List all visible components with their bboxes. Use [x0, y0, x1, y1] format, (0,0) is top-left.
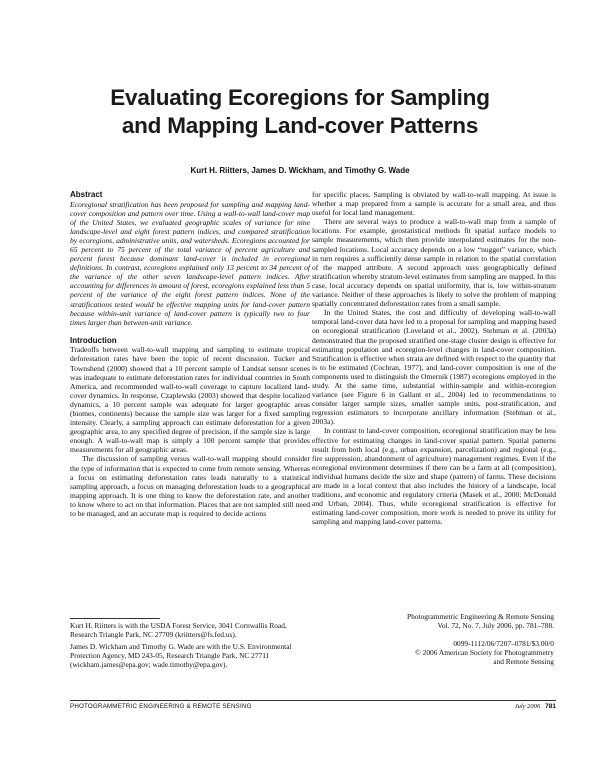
author-footnotes	[70, 621, 310, 672]
copyright-line-2: and Remote Sensing	[493, 657, 554, 667]
footer-journal: PHOTOGRAMMETRIC ENGINEERING & REMOTE SENSING	[70, 703, 252, 710]
volume-info: Vol. 72, No. 7, July 2006, pp. 781–788.	[437, 621, 554, 631]
right-paragraph-3: In the United States, the cost and difficulty of developing wall-to-wall temporal land-cover data have led to a proposal for sampling and mapping based on ecoregional stratification (Loveland et al., 2002). Stehman et al. (2003a) demonstrated that the proposed stratified one-stage cluster design is effective for estimating population and ecoregion-level changes in land-cover composition. Stratification is effective when strata are defined with respect to the quantity that is to be estimated (Cochran, 1977), and land-cover composition is one of the components used to distinguish the Omernik (1987) ecoregions employed in the study. At the same time, substantial within-sample and within-ecoregion variance (see Figure 6 in Gallant et al., 2004) led to recommendations to consider larger sample sizes, smaller sample units, post-stratification, and regression estimators to incorporate ancillary information (Stehman et al., 2003a).	[312, 308, 556, 427]
copyright-line-1: © 2006 American Society for Photogrammetry	[415, 648, 554, 658]
author-list: Kurt H. Riitters, James D. Wickham, and Timothy G. Wade	[190, 166, 410, 175]
footer-date: July 2006	[514, 703, 541, 710]
introduction-heading: Introduction	[70, 335, 117, 345]
intro-paragraph-1: Tradeoffs between wall-to-wall mapping and sampling to estimate tropical deforestation rates have been the topic of recent discussion. Tucker and Townshend (2000) showed that a 10 percent sample of Landsat sensor scenes was inadequate to estimate deforestation rates for individual countries in South America, and recommended wall-to-wall coverage to capture localized land-cover dynamics. In response, Czaplewski (2003) showed that despite localized dynamics, a 10 percent sample was adequate for larger geographic areas (biomes, continents) because the sample size was larger for a fixed sampling intensity. Clearly, a sampling approach can estimate deforestation for a given geographic area, to any specified degree of precision, if the sample size is large enough. A wall-to-wall map is simply a 100 percent sample that provides measurements for all geographic areas.	[70, 345, 310, 455]
right-paragraph-4: In contrast to land-cover composition, ecoregional stratification may be less effective for estimating changes in land-cover spatial pattern. Spatial patterns result from both local (e.g., urban expansion, parcelization) and regional (e.g., fire suppression, abandonment of agriculture) management regimes. Even if the ecoregional environment determines if there can be a farm at all (composition), individual humans decide the size and shape (pattern) of farms. These decisions are made in a local context that also includes the history of a landscape, local traditions, and economic and regulatory criteria (Masek et al., 2000; McDonald and Urban, 2004). Thus, while ecoregional stratification is effective for estimating land-cover composition, more work is needed to prove its utility for sampling and mapping land-cover patterns.	[312, 426, 556, 527]
right-paragraph-2: There are several ways to produce a wall-to-wall map from a sample of locations. For example, geostatistical methods fit spatial surface models to sample measurements, which then provide interpolated estimates for the non-sampled locations. Local accuracy depends on a low “nugget” variance, which in turn requires a sufficiently dense sample in relation to the spatial correlation of the mapped attribute. A second approach uses geographically defined stratification whereby stratum-level estimates from sampling are mapped. In this case, local accuracy depends on spatial uniformity, that is, low within-stratum variance. Neither of these approaches is likely to solve the problem of mapping spatially concentrated deforestation rates from a small sample.	[312, 217, 556, 309]
left-column	[70, 190, 310, 518]
footnote-divider	[70, 618, 160, 619]
page-number: 781	[545, 703, 556, 710]
intro-paragraph-2: The discussion of sampling versus wall-to-wall mapping should consider the type of information that is expected to come from remote sensing. Whereas a focus on estimating deforestation rates leads naturally to a statistical sampling approach, a focus on managing deforestation leads to a geographical mapping approach. It is one thing to know the deforestation rate, and another to know where to act on that information. Places that are not sampled still need to be managed, and an accurate map is required to decide actions	[70, 454, 310, 518]
footer-page-info	[515, 703, 556, 710]
title-line-2: and Mapping Land-cover Patterns	[121, 113, 479, 138]
journal-name: Photogrammetric Engineering & Remote Sensing	[407, 612, 554, 621]
right-paragraph-1: for specific places. Sampling is obviated by wall-to-wall mapping. At issue is whether a map prepared from a sample is accurate for a small area, and thus useful for local land management.	[312, 190, 556, 218]
footnote-2: James D. Wickham and Timothy G. Wade are with the U.S. Environmental Protection Agency, MD 243-05, Research Triangle Park, NC 27711 (wickham.james@epa.gov; wade.timothy@epa.gov).	[70, 642, 292, 669]
abstract-heading: Abstract	[70, 190, 103, 199]
abstract-text: Ecoregional stratification has been proposed for sampling and mapping land-cover composition and pattern over time. Using a wall-to-wall land-cover map of the United States, we evaluated geographic scales of variance for nine landscape-level and eight forest pattern indices, and compared stratification by ecoregions, administrative units, and watersheds. Ecoregions accounted for 65 percent to 75 percent of the total variance of percent agriculture and percent forest because dominant land-cover is included in ecoregional definitions. In contrast, ecoregions explained only 13 percent to 34 percent of the variance of the other seven landscape-level pattern indices. After accounting for differences in amount of forest, ecoregions explained less than 5 percent of the variance of the eight forest pattern indices. None of the stratifications tested would be effective mapping units for land-cover pattern because within-unit variance of land-cover pattern is typically two to four times larger than between-unit variance.	[70, 199, 310, 327]
paper-title	[0, 84, 600, 140]
right-column	[312, 190, 556, 526]
footer-divider	[70, 700, 556, 701]
publication-info	[330, 612, 554, 666]
footnote-1: Kurt H. Riitters is with the USDA Forest Service, 3041 Cornwallis Road, Research Triangle Park, NC 27709 (kriitters@fs.fed.us).	[70, 621, 287, 639]
title-line-1: Evaluating Ecoregions for Sampling	[110, 85, 490, 110]
article-code: 0099-1112/06/7207–0781/$3.00/0	[453, 639, 554, 649]
